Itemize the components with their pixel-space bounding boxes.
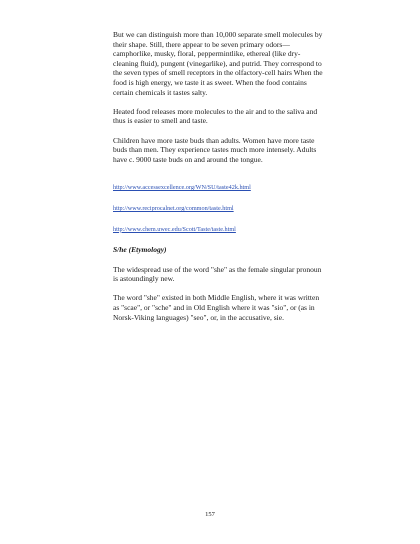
paragraph-she-usage: The widespread use of the word "she" as the female singular pronoun is astoundingly new.: [113, 264, 322, 284]
paragraph-heated-food: Heated food releases more molecules to the air and to the saliva and thus is easier to smell and taste.: [113, 106, 318, 126]
reference-links: [113, 183, 323, 234]
link-chem-uwec[interactable]: http://www.chem.uwec.edu/Scott/Taste/taste.html: [113, 225, 236, 233]
paragraph-smell-molecules: But we can distinguish more than 10,000 separate smell molecules by their shape. Still, there appear to be seven primary odors—camphorlike, musky, floral, peppermintlike, ethereal (like dry-cleaning fluid), pungent (vinegarlike), and putrid. They correspond to the seven types of smell receptors in the olfactory-cell hairs When the food is high energy, we taste it as sweet. When the food contains certain chemicals it tastes salty.: [113, 30, 323, 97]
paragraph-she-etymology: The word "she" existed in both Middle English, where it was written as "scae", or "sche" and in Old English where it was "sio", or (as in Norsk-Viking languages) "seo", or, in the accusative, sie.: [113, 293, 320, 322]
section-heading: S/he (Etymology): [113, 245, 167, 255]
link-accessexcellence[interactable]: http://www.accessexcellence.org/WN/SU/taste42k.html: [113, 184, 251, 192]
page-content: [113, 30, 323, 332]
page-number: 157: [205, 511, 215, 518]
link-reciprocalnet[interactable]: http://www.reciprocalnet.org/common/taste.html: [113, 204, 234, 212]
paragraph-taste-buds: Children have more taste buds than adults. Women have more taste buds than men. They experience tastes much more intensely. Adults have c. 9000 taste buds on and around the tongue.: [113, 135, 317, 164]
